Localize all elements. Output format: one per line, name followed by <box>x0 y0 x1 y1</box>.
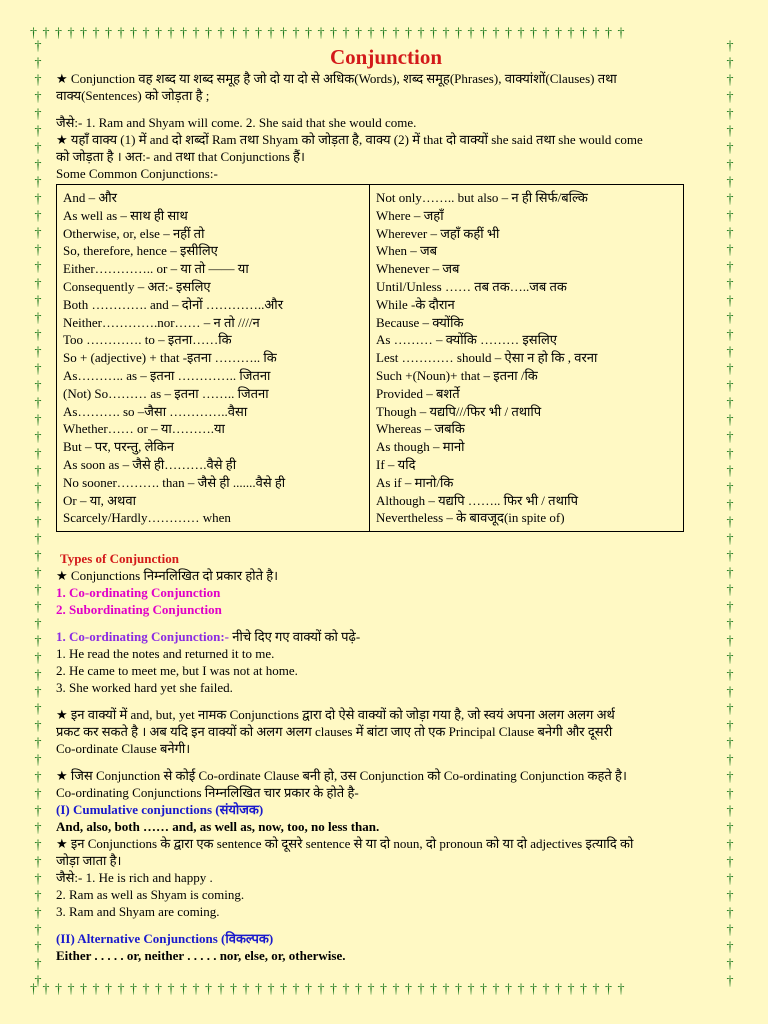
border-tree-icon: † <box>555 26 563 41</box>
border-tree-icon: † <box>617 982 626 997</box>
border-tree-icon: † <box>30 26 38 41</box>
border-tree-icon: † <box>34 770 42 785</box>
border-tree-icon: † <box>92 26 101 41</box>
border-tree-icon: † <box>34 481 42 496</box>
decorative-border-left <box>30 38 46 988</box>
coord-para1-line2: प्रकट कर सकते है । अब यदि इन वाक्यों को अलग अलग clauses में बांटा जाए तो एक Principal Clause बनेगी और दूसरी <box>56 724 613 740</box>
example-intro: जैसे:- 1. Ram and Shyam will come. 2. She said that she would come. <box>56 115 417 130</box>
border-tree-icon: † <box>34 634 42 649</box>
border-tree-icon: † <box>255 982 263 997</box>
border-tree-icon: † <box>726 226 734 241</box>
table-cell: Nevertheless – के बावजूद(in spite of) <box>376 510 565 526</box>
border-tree-icon: † <box>726 906 734 921</box>
border-tree-icon: † <box>726 719 734 734</box>
table-cell: Either………….. or – या तो —— या <box>63 261 249 277</box>
border-tree-icon: † <box>292 26 301 41</box>
border-tree-icon: † <box>726 685 734 700</box>
border-tree-icon: † <box>34 413 42 428</box>
border-tree-icon: † <box>405 982 413 997</box>
border-tree-icon: † <box>34 311 42 326</box>
border-tree-icon: † <box>430 26 438 41</box>
border-tree-icon: † <box>726 770 734 785</box>
border-tree-icon: † <box>726 617 734 632</box>
table-cell: As though – मानो <box>376 439 465 455</box>
border-tree-icon: † <box>34 838 42 853</box>
border-tree-icon: † <box>726 379 734 394</box>
table-cell: No sooner………. than – जैसे ही .......वैसे ही <box>63 474 286 490</box>
border-tree-icon: † <box>726 396 734 411</box>
border-tree-icon: † <box>34 549 42 564</box>
border-tree-icon: † <box>142 982 151 997</box>
border-tree-icon: † <box>42 982 51 997</box>
border-tree-icon: † <box>455 982 463 997</box>
border-tree-icon: † <box>726 566 734 581</box>
border-tree-icon: † <box>592 982 601 997</box>
border-tree-icon: † <box>726 481 734 496</box>
border-tree-icon: † <box>726 702 734 717</box>
border-tree-icon: † <box>726 141 734 156</box>
border-tree-icon: † <box>34 753 42 768</box>
border-tree-icon: † <box>330 26 338 41</box>
border-tree-icon: † <box>34 379 42 394</box>
border-tree-icon: † <box>417 982 426 997</box>
border-tree-icon: † <box>317 26 326 41</box>
table-cell: Provided – बशर्ते <box>376 385 460 401</box>
border-tree-icon: † <box>726 158 734 173</box>
border-tree-icon: † <box>34 923 42 938</box>
border-tree-icon: † <box>430 982 438 997</box>
border-tree-icon: † <box>280 982 288 997</box>
border-tree-icon: † <box>34 940 42 955</box>
border-tree-icon: † <box>92 982 101 997</box>
border-tree-icon: † <box>726 73 734 88</box>
border-tree-icon: † <box>34 39 42 54</box>
border-tree-icon: † <box>80 982 88 997</box>
border-tree-icon: † <box>117 26 126 41</box>
border-tree-icon: † <box>726 175 734 190</box>
border-tree-icon: † <box>726 974 734 988</box>
border-tree-icon: † <box>34 804 42 819</box>
border-tree-icon: † <box>467 26 476 41</box>
border-tree-icon: † <box>442 982 451 997</box>
border-tree-icon: † <box>530 982 538 997</box>
table-cell: Scarcely/Hardly………… when <box>63 510 231 526</box>
border-tree-icon: † <box>34 889 42 904</box>
border-tree-icon: † <box>726 345 734 360</box>
cumulative-example-1: जैसे:- 1. He is rich and happy . <box>56 870 213 886</box>
border-tree-icon: † <box>726 39 734 54</box>
types-intro: ★ Conjunctions निम्नलिखित दो प्रकार होते है। <box>56 568 279 584</box>
border-tree-icon: † <box>726 430 734 445</box>
coord-example-1: 1. He read the notes and returned it to me. <box>56 646 275 662</box>
border-tree-icon: † <box>34 719 42 734</box>
border-tree-icon: † <box>726 56 734 71</box>
border-tree-icon: † <box>105 26 113 41</box>
border-tree-icon: † <box>117 982 126 997</box>
border-tree-icon: † <box>34 974 42 988</box>
border-tree-icon: † <box>130 982 138 997</box>
border-tree-icon: † <box>205 982 213 997</box>
border-tree-icon: † <box>230 26 238 41</box>
border-tree-icon: † <box>726 515 734 530</box>
coord-para2-line1: ★ जिस Conjunction से कोई Co-ordinate Clause बनी हो, उस Conjunction को Co-ordinating Conjunction कहते है। <box>56 768 627 784</box>
border-tree-icon: † <box>726 821 734 836</box>
border-tree-icon: † <box>580 982 588 997</box>
border-tree-icon: † <box>167 26 176 41</box>
border-tree-icon: † <box>34 872 42 887</box>
table-cell: Too …………. to – इतना……कि <box>63 332 232 348</box>
table-column-right <box>370 185 684 532</box>
table-cell: As………. so –जैसा …………..वैसा <box>63 403 248 419</box>
border-tree-icon: † <box>34 821 42 836</box>
border-tree-icon: † <box>726 328 734 343</box>
border-tree-icon: † <box>726 532 734 547</box>
border-tree-icon: † <box>280 26 288 41</box>
border-tree-icon: † <box>367 26 376 41</box>
border-tree-icon: † <box>726 362 734 377</box>
border-tree-icon: † <box>555 982 563 997</box>
table-cell: Wherever – जहाँ कहीं भी <box>376 225 500 241</box>
border-tree-icon: † <box>67 982 76 997</box>
border-tree-icon: † <box>726 736 734 751</box>
common-heading: Some Common Conjunctions:- <box>56 166 218 181</box>
table-cell: Both …………. and – दोनों …………..और <box>63 296 284 312</box>
table-cell: But – पर, परन्तु, लेकिन <box>63 439 174 455</box>
coordinating-heading-rest: नीचे दिए गए वाक्यों को पढ़े- <box>229 629 361 645</box>
border-tree-icon: † <box>142 26 151 41</box>
border-tree-icon: † <box>592 26 601 41</box>
table-cell: As ……… – क्योंकि ……… इसलिए <box>376 332 557 348</box>
border-tree-icon: † <box>726 787 734 802</box>
border-tree-icon: † <box>380 26 388 41</box>
border-tree-icon: † <box>34 532 42 547</box>
table-cell: Until/Unless …… तब तक…..जब तक <box>376 278 567 294</box>
coord-example-2: 2. He came to meet me, but I was not at home. <box>56 663 298 679</box>
intro-line-1: ★ Conjunction वह शब्द या शब्द समूह है जो दो या दो से अधिक(Words), शब्द समूह(Phrases), वाक्यांशों(Clauses) तथा <box>56 71 617 86</box>
border-tree-icon: † <box>34 787 42 802</box>
table-cell: As if – मानो/कि <box>376 474 454 490</box>
border-tree-icon: † <box>726 294 734 309</box>
table-cell: Or – या, अथवा <box>63 492 136 508</box>
explain-line-2: को जोड़ता है । अत:- and तथा that Conjunctions हैं। <box>56 149 305 164</box>
border-tree-icon: † <box>726 90 734 105</box>
border-tree-icon: † <box>34 362 42 377</box>
border-tree-icon: † <box>34 260 42 275</box>
border-tree-icon: † <box>34 226 42 241</box>
table-cell: Where – जहाँ <box>376 207 444 223</box>
border-tree-icon: † <box>467 982 476 997</box>
border-tree-icon: † <box>605 982 613 997</box>
border-tree-icon: † <box>34 617 42 632</box>
table-cell: When – जब <box>376 243 438 259</box>
border-tree-icon: † <box>34 243 42 258</box>
cumulative-example-2: 2. Ram as well as Shyam is coming. <box>56 887 245 903</box>
border-tree-icon: † <box>726 192 734 207</box>
cumulative-para-line1: ★ इन Conjunctions के द्वारा एक sentence को दूसरे sentence से या दो noun, दो pronoun को या दो adjectives इत्यादि को <box>56 836 634 852</box>
border-tree-icon: † <box>542 26 551 41</box>
border-tree-icon: † <box>330 982 338 997</box>
table-cell: So, therefore, hence – इसीलिए <box>63 243 218 259</box>
border-tree-icon: † <box>726 668 734 683</box>
border-tree-icon: † <box>342 982 351 997</box>
border-tree-icon: † <box>726 651 734 666</box>
border-tree-icon: † <box>726 107 734 122</box>
border-tree-icon: † <box>726 923 734 938</box>
table-cell: Otherwise, or, else – नहीं तो <box>63 225 205 241</box>
border-tree-icon: † <box>130 26 138 41</box>
border-tree-icon: † <box>34 328 42 343</box>
border-tree-icon: † <box>580 26 588 41</box>
border-tree-icon: † <box>34 702 42 717</box>
cumulative-para-line2: जोड़ा जाता है। <box>56 853 122 869</box>
border-tree-icon: † <box>726 872 734 887</box>
border-tree-icon: † <box>605 26 613 41</box>
border-tree-icon: † <box>505 982 513 997</box>
border-tree-icon: † <box>726 957 734 972</box>
border-tree-icon: † <box>155 26 163 41</box>
border-tree-icon: † <box>517 26 526 41</box>
border-tree-icon: † <box>34 736 42 751</box>
type-subordinating: 2. Subordinating Conjunction <box>56 602 222 618</box>
border-tree-icon: † <box>34 124 42 139</box>
border-tree-icon: † <box>180 982 188 997</box>
border-tree-icon: † <box>567 26 576 41</box>
border-tree-icon: † <box>34 447 42 462</box>
table-cell: Whereas – जबकि <box>376 421 465 437</box>
border-tree-icon: † <box>492 982 501 997</box>
table-cell: As well as – साथ ही साथ <box>63 207 188 223</box>
decorative-border-bottom <box>30 982 738 998</box>
border-tree-icon: † <box>167 982 176 997</box>
table-cell: Lest ………… should – ऐसा न हो कि , वरना <box>376 350 598 366</box>
coord-example-3: 3. She worked hard yet she failed. <box>56 680 233 696</box>
cumulative-example-3: 3. Ram and Shyam are coming. <box>56 904 220 920</box>
border-tree-icon: † <box>726 634 734 649</box>
table-cell: (Not) So……… as – इतना …….. जितना <box>63 385 269 401</box>
border-tree-icon: † <box>205 26 213 41</box>
border-tree-icon: † <box>726 277 734 292</box>
border-tree-icon: † <box>726 447 734 462</box>
border-tree-icon: † <box>726 753 734 768</box>
border-tree-icon: † <box>34 192 42 207</box>
border-tree-icon: † <box>455 26 463 41</box>
border-tree-icon: † <box>192 26 201 41</box>
border-tree-icon: † <box>34 583 42 598</box>
border-tree-icon: † <box>255 26 263 41</box>
border-tree-icon: † <box>530 26 538 41</box>
border-tree-icon: † <box>726 940 734 955</box>
table-cell: Such +(Noun)+ that – इतना /कि <box>376 367 538 383</box>
type-coordinating: 1. Co-ordinating Conjunction <box>56 585 221 601</box>
border-tree-icon: † <box>34 957 42 972</box>
table-cell: And – और <box>63 190 118 205</box>
border-tree-icon: † <box>34 651 42 666</box>
border-tree-icon: † <box>34 906 42 921</box>
cumulative-list: And, also, both …… and, as well as, now, too, no less than. <box>56 819 380 835</box>
border-tree-icon: † <box>726 413 734 428</box>
table-cell: As……….. as – इतना ………….. जितना <box>63 367 271 383</box>
table-cell: While -के दौरान <box>376 296 455 312</box>
border-tree-icon: † <box>542 982 551 997</box>
border-tree-icon: † <box>726 260 734 275</box>
border-tree-icon: † <box>567 982 576 997</box>
coordinating-heading: 1. Co-ordinating Conjunction:- <box>56 629 229 645</box>
intro-line-2: वाक्य(Sentences) को जोड़ता है ; <box>56 88 210 103</box>
border-tree-icon: † <box>505 26 513 41</box>
coord-para1-line1: ★ इन वाक्यों में and, but, yet नामक Conjunctions द्वारा दो ऐसे वाक्यों को जोड़ा गया है, जो स्वयं अपना अलग अलग अर्थ <box>56 707 615 723</box>
border-tree-icon: † <box>34 175 42 190</box>
table-cell: As soon as – जैसे ही……….वैसे ही <box>63 456 237 472</box>
table-cell: So + (adjective) + that -इतना ……….. कि <box>63 350 277 366</box>
border-tree-icon: † <box>726 549 734 564</box>
border-tree-icon: † <box>355 26 363 41</box>
conjunction-table <box>56 184 684 532</box>
cumulative-heading: (I) Cumulative conjunctions (संयोजक) <box>56 802 264 818</box>
border-tree-icon: † <box>217 26 226 41</box>
border-tree-icon: † <box>417 26 426 41</box>
coord-para2-line2: Co-ordinating Conjunctions निम्नलिखित चार प्रकार के होते है- <box>56 785 359 801</box>
table-cell: Whether…… or – या……….या <box>63 421 225 437</box>
border-tree-icon: † <box>34 430 42 445</box>
border-tree-icon: † <box>34 107 42 122</box>
border-tree-icon: † <box>726 124 734 139</box>
border-tree-icon: † <box>726 889 734 904</box>
border-tree-icon: † <box>34 464 42 479</box>
border-tree-icon: † <box>192 982 201 997</box>
alternative-list: Either . . . . . or, neither . . . . . nor, else, or, otherwise. <box>56 948 346 964</box>
table-cell: Though – यद्यपि///फिर भी / तथापि <box>376 403 542 419</box>
border-tree-icon: † <box>267 26 276 41</box>
border-tree-icon: † <box>726 464 734 479</box>
types-heading: Types of Conjunction <box>60 551 179 567</box>
border-tree-icon: † <box>726 209 734 224</box>
border-tree-icon: † <box>380 982 388 997</box>
border-tree-icon: † <box>726 855 734 870</box>
border-tree-icon: † <box>305 26 313 41</box>
border-tree-icon: † <box>42 26 51 41</box>
border-tree-icon: † <box>726 804 734 819</box>
border-tree-icon: † <box>517 982 526 997</box>
border-tree-icon: † <box>267 982 276 997</box>
border-tree-icon: † <box>34 277 42 292</box>
border-tree-icon: † <box>392 26 401 41</box>
border-tree-icon: † <box>34 600 42 615</box>
border-tree-icon: † <box>34 141 42 156</box>
border-tree-icon: † <box>34 498 42 513</box>
border-tree-icon: † <box>480 26 488 41</box>
table-column-left <box>57 185 370 532</box>
border-tree-icon: † <box>34 685 42 700</box>
border-tree-icon: † <box>180 26 188 41</box>
border-tree-icon: † <box>34 90 42 105</box>
border-tree-icon: † <box>55 26 63 41</box>
border-tree-icon: † <box>55 982 63 997</box>
border-tree-icon: † <box>34 855 42 870</box>
border-tree-icon: † <box>34 209 42 224</box>
border-tree-icon: † <box>726 583 734 598</box>
decorative-border-right <box>722 38 738 988</box>
border-tree-icon: † <box>355 982 363 997</box>
table-cell: If – यदि <box>376 456 416 472</box>
coordinating-heading-line <box>56 628 716 645</box>
border-tree-icon: † <box>617 26 626 41</box>
table-cell: Although – यद्यपि …….. फिर भी / तथापि <box>376 492 579 508</box>
border-tree-icon: † <box>405 26 413 41</box>
border-tree-icon: † <box>67 26 76 41</box>
border-tree-icon: † <box>480 982 488 997</box>
alternative-heading: (II) Alternative Conjunctions (विकल्पक) <box>56 931 274 947</box>
border-tree-icon: † <box>30 982 38 997</box>
border-tree-icon: † <box>80 26 88 41</box>
border-tree-icon: † <box>292 982 301 997</box>
table-cell: Consequently – अत:- इसलिए <box>63 278 211 294</box>
border-tree-icon: † <box>726 498 734 513</box>
border-tree-icon: † <box>242 26 251 41</box>
border-tree-icon: † <box>105 982 113 997</box>
table-cell: Neither………….nor…… – न तो ////न <box>63 314 260 330</box>
border-tree-icon: † <box>726 243 734 258</box>
border-tree-icon: † <box>442 26 451 41</box>
coord-para1-line3: Co-ordinate Clause बनेगी। <box>56 741 191 757</box>
table-cell: Because – क्योंकि <box>376 314 464 330</box>
border-tree-icon: † <box>34 158 42 173</box>
table-cell: Not only…….. but also – न ही सिर्फ/बल्कि <box>376 190 588 205</box>
border-tree-icon: † <box>367 982 376 997</box>
border-tree-icon: † <box>34 566 42 581</box>
border-tree-icon: † <box>230 982 238 997</box>
border-tree-icon: † <box>34 345 42 360</box>
border-tree-icon: † <box>34 515 42 530</box>
page-title: Conjunction <box>329 45 443 69</box>
decorative-border-top <box>30 26 738 42</box>
border-tree-icon: † <box>34 668 42 683</box>
border-tree-icon: † <box>392 982 401 997</box>
border-tree-icon: † <box>155 982 163 997</box>
explain-line-1: ★ यहाँ वाक्य (1) में and दो शब्दों Ram तथा Shyam को जोड़ता है, वाक्य (2) में that दो वाक्यों she said तथा she would come <box>56 132 643 147</box>
table-cell: Whenever – जब <box>376 261 460 277</box>
border-tree-icon: † <box>34 294 42 309</box>
border-tree-icon: † <box>317 982 326 997</box>
border-tree-icon: † <box>305 982 313 997</box>
border-tree-icon: † <box>34 73 42 88</box>
border-tree-icon: † <box>242 982 251 997</box>
border-tree-icon: † <box>217 982 226 997</box>
border-tree-icon: † <box>726 838 734 853</box>
border-tree-icon: † <box>726 311 734 326</box>
border-tree-icon: † <box>342 26 351 41</box>
border-tree-icon: † <box>34 396 42 411</box>
border-tree-icon: † <box>492 26 501 41</box>
border-tree-icon: † <box>34 56 42 71</box>
document-body <box>56 44 716 964</box>
border-tree-icon: † <box>726 600 734 615</box>
